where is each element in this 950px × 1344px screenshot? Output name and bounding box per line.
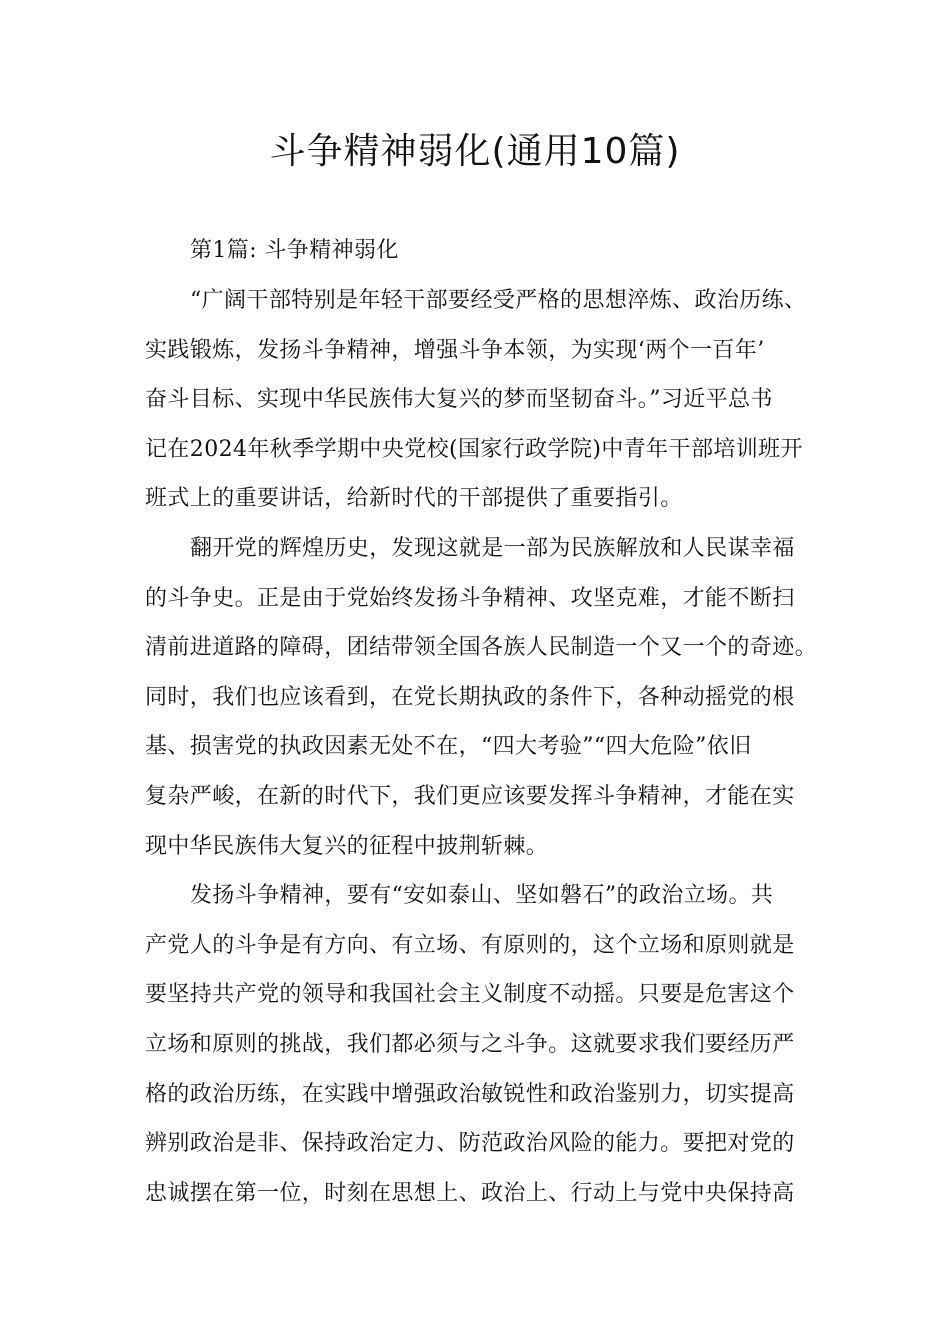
text-line: 奋斗目标、实现中华民族伟大复兴的梦而坚韧奋斗。”习近平总书 — [145, 387, 773, 412]
text-line: 发扬斗争精神，要有“安如泰山、坚如磐石”的政治立场。共 — [190, 883, 774, 908]
text-line: 复杂严峻，在新的时代下，我们更应该要发挥斗争精神，才能在实 — [145, 784, 795, 809]
text-line: 同时，我们也应该看到，在党长期执政的条件下，各种动摇党的根 — [145, 685, 795, 710]
text-line: 现中华民族伟大复兴的征程中披荆斩棘。 — [145, 834, 549, 859]
text-line: “广阔干部特别是年轻干部要经受严格的思想淬炼、政治历练、 — [190, 288, 807, 313]
text-line: 的斗争史。正是由于党始终发扬斗争精神、攻坚克难，才能不断扫 — [145, 586, 795, 611]
section-heading: 第1篇: 斗争精神弱化 — [190, 238, 399, 263]
text-line: 格的政治历练，在实践中增强政治敏锐性和政治鉴别力，切实提高 — [145, 1082, 795, 1107]
text-line: 忠诚摆在第一位，时刻在思想上、政治上、行动上与党中央保持高 — [145, 1181, 795, 1206]
text-line: 辨别政治是非、保持政治定力、防范政治风险的能力。要把对党的 — [145, 1131, 795, 1156]
text-line: 记在2024年秋季学期中央党校(国家行政学院)中青年干部培训班开 — [145, 437, 803, 462]
text-line: 清前进道路的障碍，团结带领全国各族人民制造一个又一个的奇迹。 — [145, 635, 818, 660]
text-line: 产党人的斗争是有方向、有立场、有原则的，这个立场和原则就是 — [145, 933, 795, 958]
text-line: 班式上的重要讲话，给新时代的干部提供了重要指引。 — [145, 486, 683, 511]
text-line: 立场和原则的挑战，我们都必须与之斗争。这就要求我们要经历严 — [145, 1032, 795, 1057]
text-line: 实践锻炼，发扬斗争精神，增强斗争本领，为实现‘两个一百年’ — [145, 338, 765, 363]
text-line: 要坚持共产党的领导和我国社会主义制度不动摇。只要是危害这个 — [145, 982, 795, 1007]
text-line: 基、损害党的执政因素无处不在，“四大考验”“四大危险”依旧 — [145, 734, 752, 759]
document-title: 斗争精神弱化(通用10篇) — [269, 131, 681, 172]
text-line: 翻开党的辉煌历史，发现这就是一部为民族解放和人民谋幸福 — [190, 536, 795, 561]
